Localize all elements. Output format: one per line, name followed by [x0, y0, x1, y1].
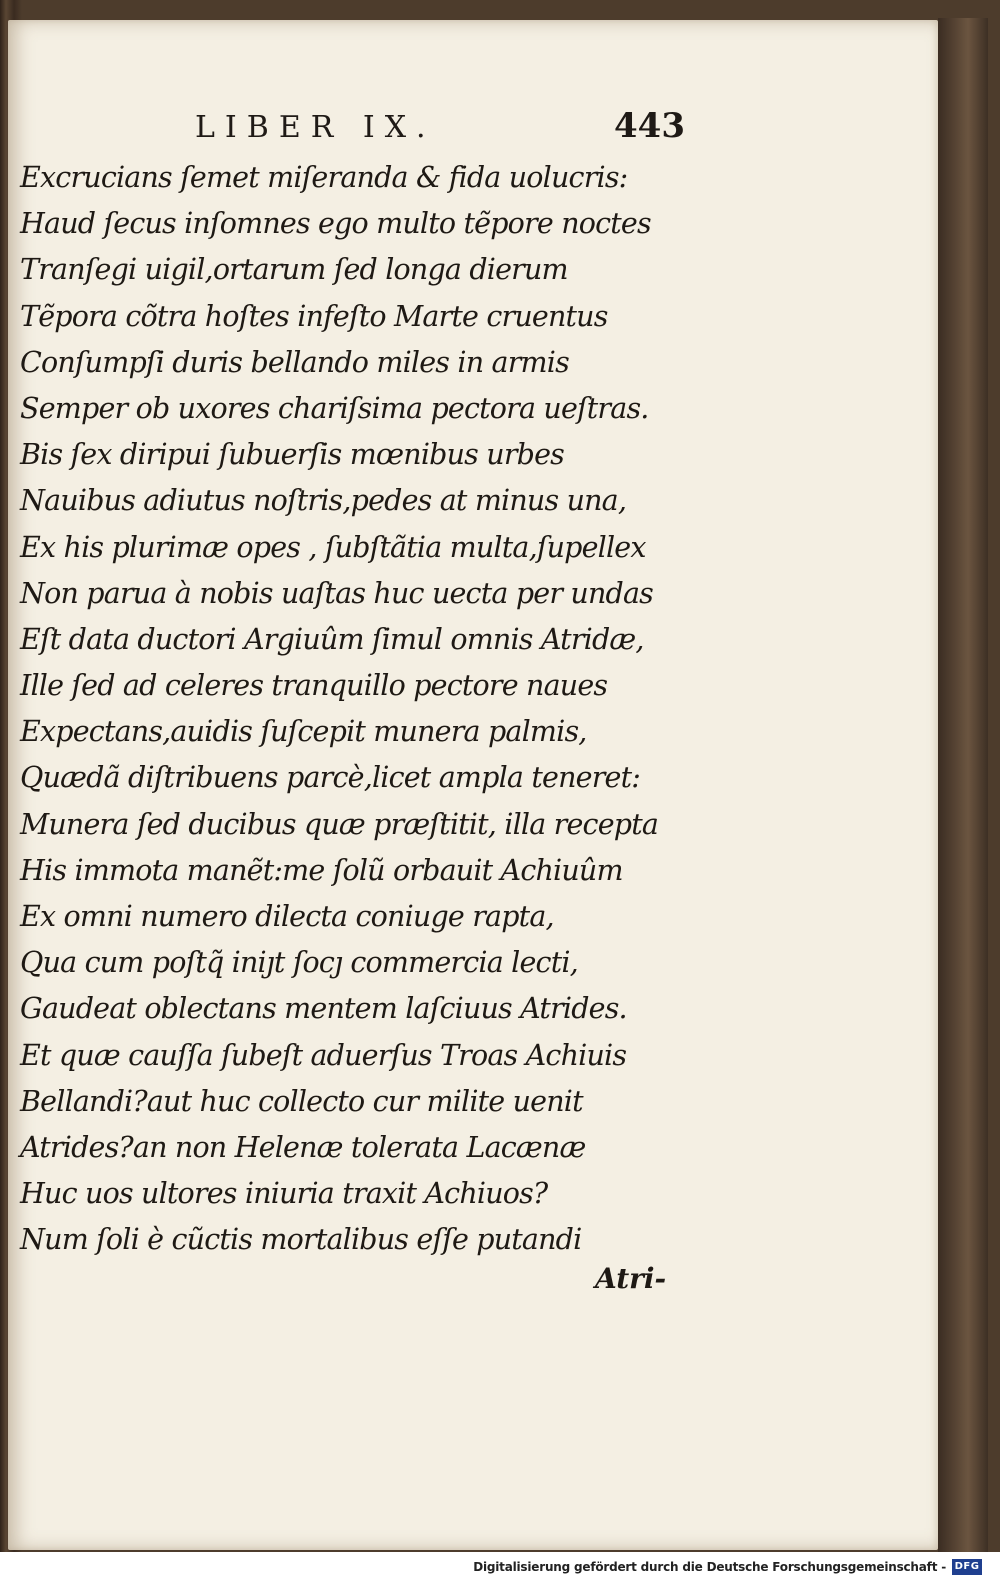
- verse-line: Num ſoli è cũctis mortalibus eſſe putandi: [20, 1223, 582, 1257]
- verse-list: [20, 155, 680, 1264]
- verse-line: Tẽpora cõtra hoſtes infeſto Marte cruentus: [20, 299, 608, 333]
- catchword: Atri-: [595, 1262, 667, 1295]
- verse-line: Et quæ cauſſa ſubeſt aduerſus Troas Achiuis: [20, 1038, 627, 1072]
- verse-line: Tranſegi uigil,ortarum ſed longa dierum: [20, 253, 568, 287]
- running-head: [195, 106, 685, 150]
- book-edge: [938, 18, 988, 1558]
- verse-line: Qua cum poſtq̃ iniȷt ſocȷ commercia lecti,: [20, 946, 578, 980]
- digitization-footer: [0, 1552, 1000, 1588]
- verse-line: Munera ſed ducibus quæ præſtitit, illa recepta: [20, 807, 659, 841]
- verse-line: Eſt data ductori Argiuûm ſimul omnis Atridæ,: [20, 622, 644, 656]
- verse-line: Conſumpſi duris bellando miles in armis: [20, 345, 569, 379]
- verse-line: Non parua à nobis uaſtas huc uecta per undas: [20, 576, 653, 610]
- verse-line: Semper ob uxores chariſsima pectora ueſtras.: [20, 391, 649, 425]
- verse-line: Ex omni numero dilecta coniuge rapta,: [20, 900, 554, 933]
- dfg-logo: DFG: [952, 1559, 982, 1575]
- verse-line: Ille ſed ad celeres tranquillo pectore naues: [20, 669, 608, 703]
- funding-credit: Digitalisierung gefördert durch die Deutsche Forschungsgemeinschaft -: [473, 1560, 946, 1574]
- verse-line: Bellandi?aut huc collecto cur milite uenit: [20, 1084, 583, 1118]
- verse-line: Gaudeat oblectans mentem laſciuus Atrides.: [20, 992, 627, 1026]
- verse-line: Ex his plurimæ opes , ſubſtãtia multa,ſupellex: [20, 530, 646, 564]
- page-number: 443: [614, 106, 685, 146]
- verse-line: His immota manẽt:me ſolũ orbauit Achiuûm: [20, 853, 623, 887]
- verse-line: Excrucians ſemet miſeranda & fida uolucris:: [20, 161, 628, 194]
- verse-line: Bis ſex diripui ſubuerſis mœnibus urbes: [20, 438, 564, 472]
- verse-line: Atrides?an non Helenæ tolerata Lacænæ: [20, 1130, 586, 1164]
- verse-line: Huc uos ultores iniuria traxit Achiuos?: [20, 1177, 548, 1211]
- verse-line: Expectans,auidis ſuſcepit munera palmis,: [20, 715, 587, 749]
- verse-line: Haud ſecus inſomnes ego multo tẽpore noctes: [20, 207, 651, 241]
- verse-line: Quædã diſtribuens parcè,licet ampla teneret:: [20, 761, 641, 795]
- running-title: LIBER IX.: [195, 110, 436, 145]
- verse-line: Nauibus adiutus noſtris,pedes at minus una,: [20, 484, 627, 518]
